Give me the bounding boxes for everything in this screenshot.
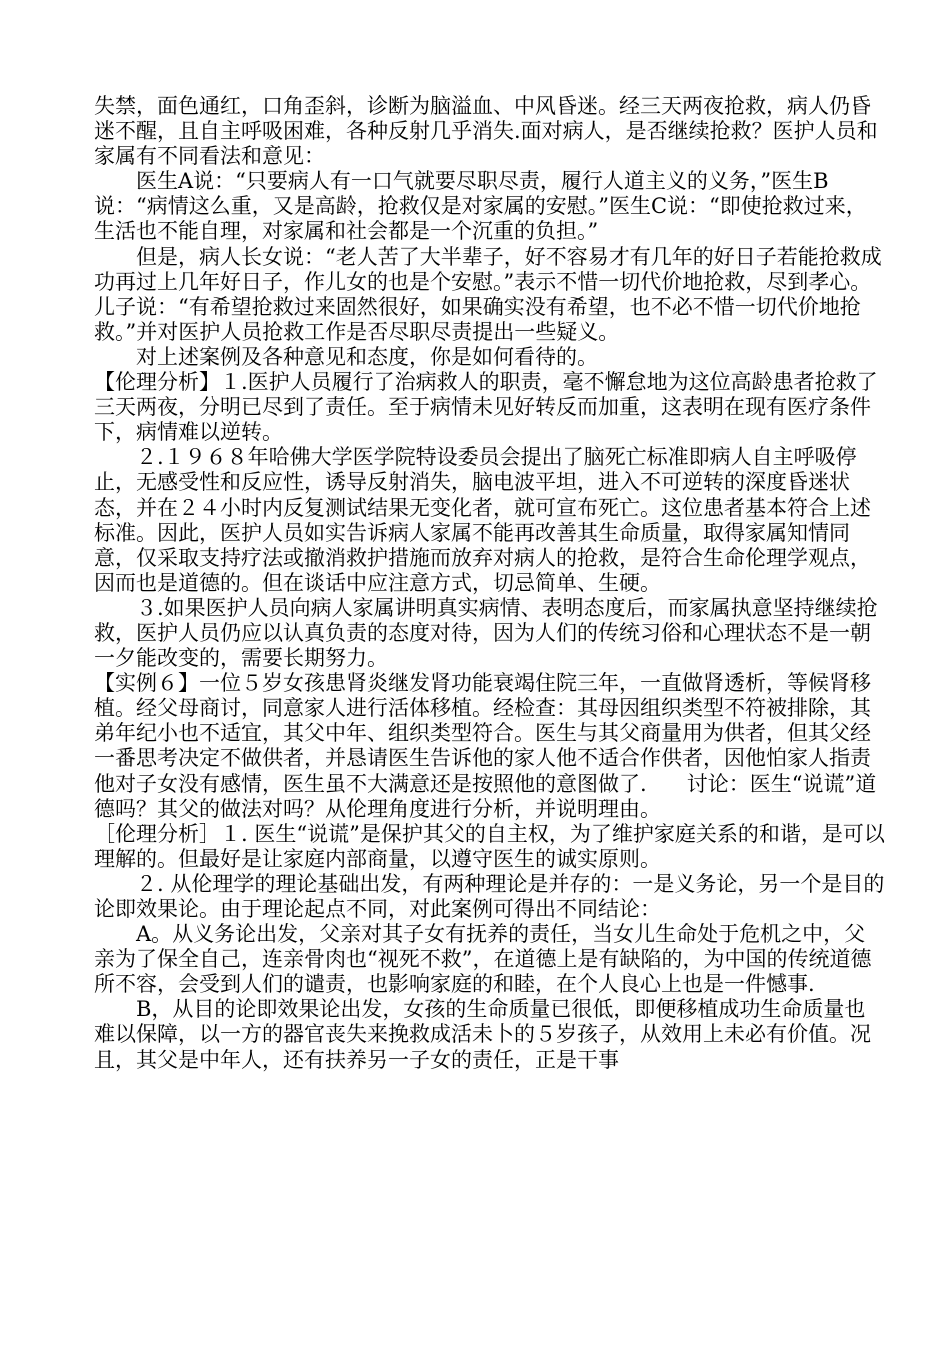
paragraph-10: ２. 从伦理学的理论基础出发，有两种理论是并存的：一是义务论，另一个是目的论即效果论。由于理论起点不同，对此案例可得出不同结论： — [94, 871, 885, 921]
paragraph-9: ［伦理分析］１. 医生“说谎”是保护其父的自主权，为了维护家庭关系的和谐，是可以理解的。但最好是让家庭内部商量，以遵守医生的诚实原则。 — [94, 821, 885, 871]
document-page — [94, 94, 886, 1073]
paragraph-11: A。从义务论出发，父亲对其子女有抚养的责任，当女儿生命处于危机之中，父亲为了保全自己，连亲骨肉也“视死不救”，在道德上是有缺陷的，为中国的传统道德所不容，会受到人们的谴责，也影响家庭的和睦，在个人良心上也是一件憾事. — [94, 922, 872, 997]
paragraph-4: 对上述案例及各种意见和态度，你是如何看待的。 — [136, 344, 598, 369]
paragraph-3: 但是，病人长女说：“老人苦了大半辈子，好不容易才有几年的好日子若能抢救成功再过上几年好日子，作儿女的也是个安慰。”表示不惜一切代价地抢救，尽到孝心。儿子说：“有希望抢救过来固然很好，如果确实没有希望，也不必不惜一切代价地抢救。”并对医护人员抢救工作是否尽职尽责提出一些疑义。 — [94, 244, 882, 344]
paragraph-8: 【实例６】一位５岁女孩患肾炎继发肾功能衰竭住院三年，一直做肾透析，等候肾移植。经父母商讨，同意家人进行活体移植。经检查：其母因组织类型不符被排除，其弟年纪小也不适宜，其父中年、组织类型符合。医生与其父商量用为供者，但其父经一番思考决定不做供者，并恳请医生告诉他的家人他不适合作供者，因他怕家人指责他对子女没有感情，医生虽不大满意还是按照他的意图做了. 讨论：医生“说谎”道德吗？其父的做法对吗？从伦理角度进行分析，并说明理由。 — [94, 671, 877, 821]
paragraph-6: ２.１９６８年哈佛大学医学院特设委员会提出了脑死亡标准即病人自主呼吸停止，无感受性和反应性，诱导反射消失，脑电波平坦，进入不可逆转的深度昏迷状态，并在２４小时内反复测试结果无变化者，就可宣布死亡。这位患者基本符合上述标准。因此，医护人员如实告诉病人家属不能再改善其生命质量，取得家属知情同意，仅采取支持疗法或撤消救护措施而放弃对病人的抢救，是符合生命伦理学观点，因而也是道德的。但在谈话中应注意方式，切忌简单、生硬。 — [94, 445, 871, 595]
paragraph-12: B，从目的论即效果论出发，女孩的生命质量已很低，即便移植成功生命质量也难以保障，以一方的器官丧失来挽救成活未卜的５岁孩子，从效用上未必有价值。况且，其父是中年人，还有扶养另一子女的责任，正是干事 — [94, 997, 871, 1072]
paragraph-1: 失禁，面色通红，口角歪斜，诊断为脑溢血、中风昏迷。经三天两夜抢救，病人仍昏迷不醒，且自主呼吸困难，各种反射几乎消失.面对病人，是否继续抢救？医护人员和家属有不同看法和意见： — [94, 94, 878, 169]
paragraph-5: 【伦理分析】１.医护人员履行了治病救人的职责，毫不懈怠地为这位高龄患者抢救了三天两夜，分明已尽到了责任。至于病情未见好转反而加重，这表明在现有医疗条件下，病情难以逆转。 — [94, 370, 878, 445]
paragraph-2: 医生A说：“只要病人有一口气就要尽职尽责，履行人道主义的义务，”医生B说：“病情这么重，又是高龄，抢救仅是对家属的安慰。”医生C说：“即使抢救过来，生活也不能自理，对家属和社会都是一个沉重的负担。” — [94, 169, 867, 244]
paragraph-7: ３.如果医护人员向病人家属讲明真实病情、表明态度后，而家属执意坚持继续抢救，医护人员仍应以认真负责的态度对待，因为人们的传统习俗和心理状态不是一朝一夕能改变的，需要长期努力。 — [94, 595, 878, 671]
